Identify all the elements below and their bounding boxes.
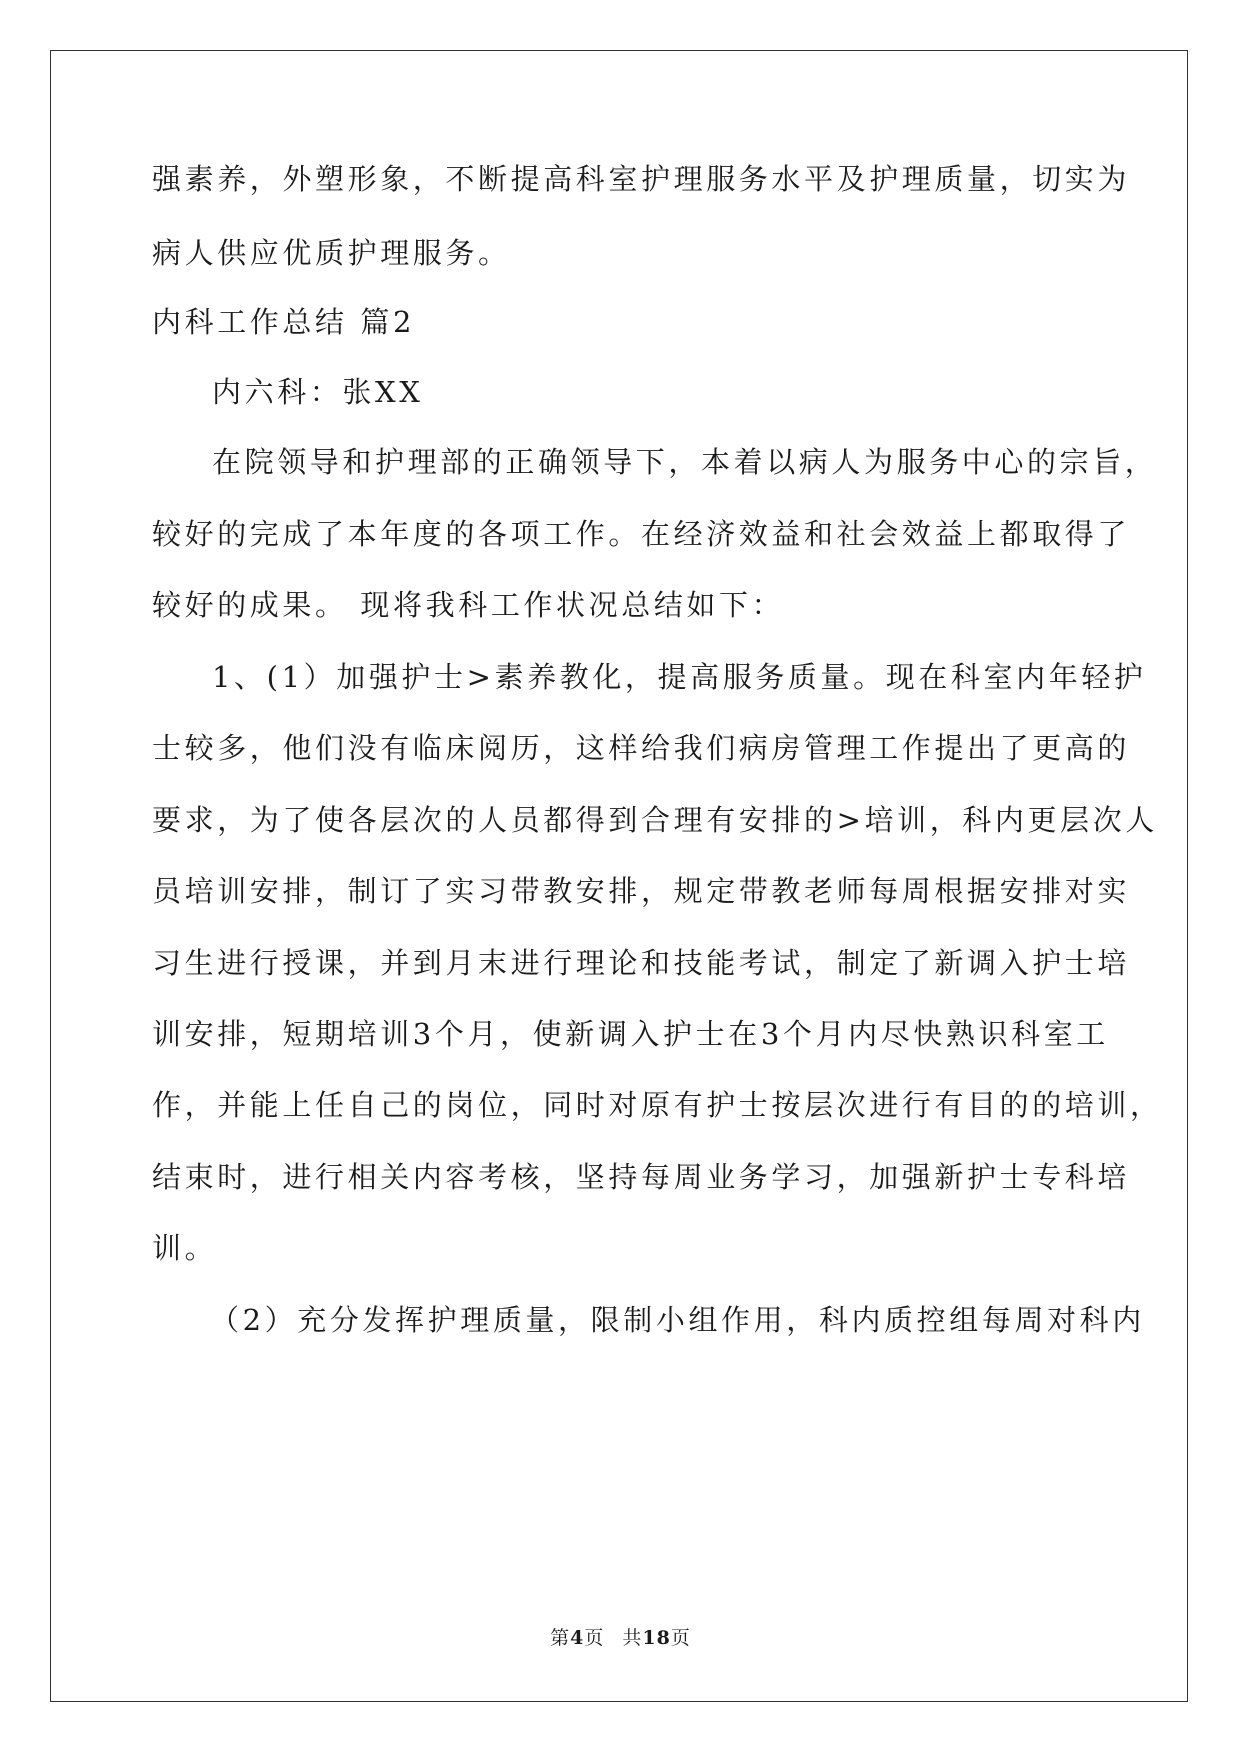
text-line-15: 结束时，进行相关内容考核，坚持每周业务学习，加强新护士专科培 [152,1160,1131,1194]
page-suffix: 页 [584,1627,605,1649]
text-line-14: 作，并能上任自己的岗位，同时对原有护士按层次进行有目的的培训， [152,1088,1163,1122]
text-line-11: 员培训安排，制订了实习带教安排，规定带教老师每周根据安排对实 [152,874,1131,908]
text-line-10: 要求，为了使各层次的人员都得到合理有安排的>培训，科内更层次人 [152,803,1158,837]
text-line-13: 训安排，短期培训3个月，使新调入护士在3个月内尽快熟识科室工 [152,1017,1109,1051]
total-suffix: 页 [670,1627,691,1649]
page-number: 4 [570,1627,585,1649]
text-line-6: 较好的完成了本年度的各项工作。在经济效益和社会效益上都取得了 [152,517,1131,551]
page-footer [0,1623,1241,1650]
section-heading: 内科工作总结 篇2 [152,305,416,339]
text-line-2: 病人供应优质护理服务。 [152,236,511,270]
text-line-12: 习生进行授课，并到月末进行理论和技能考试，制定了新调入护士培 [152,946,1131,980]
total-prefix: 共 [622,1627,643,1649]
page-prefix: 第 [550,1627,571,1649]
text-line-5: 在院领导和护理部的正确领导下，本着以病人为服务中心的宗旨， [212,445,1158,479]
text-line-7: 较好的成果。 现将我科工作状况总结如下： [152,588,785,622]
text-line-17: （2）充分发挥护理质量，限制小组作用，科内质控组每周对科内 [210,1303,1145,1337]
text-line-16: 训。 [152,1231,218,1265]
text-line-1: 强素养，外塑形象，不断提高科室护理服务水平及护理质量，切实为 [152,162,1131,196]
text-line-8: 1、(1）加强护士>素养教化，提高服务质量。现在科室内年轻护 [212,660,1147,694]
total-pages: 18 [642,1627,671,1649]
text-line-9: 士较多，他们没有临床阅历，这样给我们病房管理工作提出了更高的 [152,731,1131,765]
author-line: 内六科：张XX [212,375,424,409]
